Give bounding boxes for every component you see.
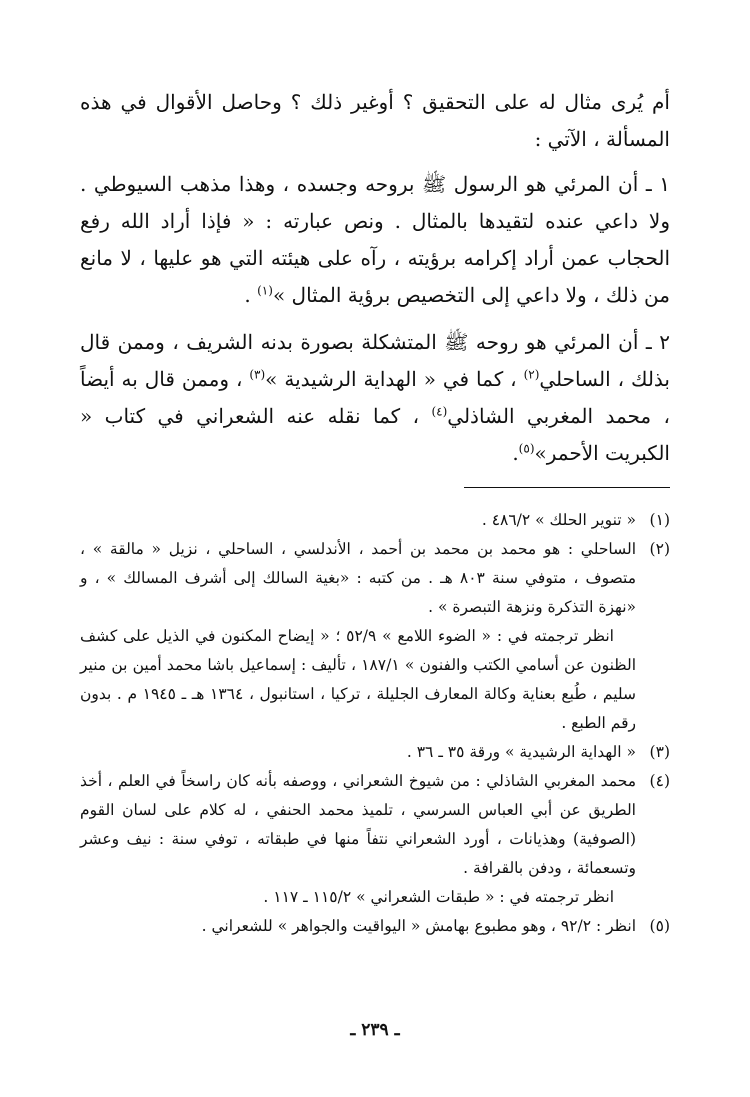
footnote-4-reference: انظر ترجمته في : « طبقات الشعراني » ١١٥/٢ ـ ١١٧ . xyxy=(263,888,614,906)
item-text-c: ، وممن قال به أيضاً ، محمد المغربي الشاذلي xyxy=(80,367,671,428)
footnote-2 xyxy=(80,535,670,622)
footnote-1 xyxy=(80,506,670,535)
footnote-text: محمد المغربي الشاذلي : من شيوخ الشعراني ، ووصفه بأنه كان راسخاً في العلم ، أخذ الطريق عن أبي العباس السرسي ، تلميذ محمد الحنفي ، له كلام على لسان القوم (الصوفية) وهذيانات ، أورد الشعراني نتفاً منها في طبقاته ، توفي سنة : نيف وعشر وتسعمائة ، ودفن بالقرافة . xyxy=(80,772,636,877)
item-tail: . xyxy=(244,283,258,307)
item-text: أن المرئي هو الرسول ﷺ بروحه وجسده ، وهذا مذهب السيوطي . ولا داعي عنده لتقيدها بالمثال . ونص عبارته : « فإذا أراد الله رفع الحجاب عمن أراد إكرامه برؤيته ، رآه على هيئته التي هو عليها ، لا مانع من ذلك ، ولا داعي إلى التخصيص برؤية المثال » xyxy=(80,172,670,307)
item-text-b: ، كما في « الهداية الرشيدية » xyxy=(265,367,524,391)
footnote-separator xyxy=(464,487,670,488)
footnote-4 xyxy=(80,767,670,883)
footnote-ref-2[interactable]: (٢) xyxy=(523,367,540,382)
footnote-ref-4[interactable]: (٤) xyxy=(431,404,448,419)
main-text xyxy=(80,84,670,482)
footnotes xyxy=(80,506,670,941)
footnote-text: الساحلي : هو محمد بن محمد بن أحمد ، الأندلسي ، الساحلي ، نزيل « مالقة » ، متصوف ، متوفي سنة ٨٠٣ هـ . من كتبه : «بغية السالك إلى أشرف المسالك » ، و «نهزة التذكرة ونزهة التبصرة » . xyxy=(80,540,636,616)
footnote-3 xyxy=(80,738,670,767)
item-number: ٢ ـ xyxy=(645,330,670,354)
footnote-label: (٣) xyxy=(649,743,670,761)
footnote-2-reference: انظر ترجمته في : « الضوء اللامع » ٥٢/٩ ؛ « إيضاح المكنون في الذيل على كشف الظنون عن أسامي الكتب والفنون » ١٨٧/١ ، تأليف : إسماعيل باشا محمد أمين بن منير سليم ، طُبع بعناية وكالة المعارف الجليلة ، تركيا ، استانبول ، ١٣٦٤ هـ ـ ١٩٤٥ م . بدون رقم الطبع . xyxy=(80,627,637,732)
footnote-text: انظر : ٩٢/٢ ، وهو مطبوع بهامش « اليواقيت والجواهر » للشعراني . xyxy=(201,917,636,935)
list-item-2 xyxy=(80,324,670,472)
item-text-d: ، كما نقله عنه الشعراني في كتاب « الكبريت الأحمر» xyxy=(80,404,670,465)
footnote-label: (١) xyxy=(649,511,670,529)
item-text-a: أن المرئي هو روحه ﷺ المتشكلة بصورة بدنه الشريف ، وممن قال بذلك ، الساحلي xyxy=(80,330,670,391)
footnote-5 xyxy=(80,912,670,941)
footnote-ref-5[interactable]: (٥) xyxy=(518,441,535,456)
item-number: ١ ـ xyxy=(645,172,671,196)
list-item-1 xyxy=(80,166,670,314)
footnote-label: (٥) xyxy=(649,917,670,935)
intro-paragraph: أم يُرى مثال له على التحقيق ؟ أوغير ذلك ؟ وحاصل الأقوال في هذه المسألة ، الآتي : xyxy=(80,90,670,151)
footnote-ref-3[interactable]: (٣) xyxy=(249,367,266,382)
footnote-text: « تنوير الحلك » ٤٨٦/٢ . xyxy=(481,511,636,529)
footnote-ref-1[interactable]: (١) xyxy=(257,283,273,298)
page-number: ـ ٢٣٩ ـ xyxy=(350,1020,400,1040)
footnote-label: (٤) xyxy=(649,772,670,790)
footnote-text: « الهداية الرشيدية » ورقة ٣٥ ـ ٣٦ . xyxy=(406,743,636,761)
footnote-label: (٢) xyxy=(649,540,670,558)
item-tail: . xyxy=(512,441,519,465)
